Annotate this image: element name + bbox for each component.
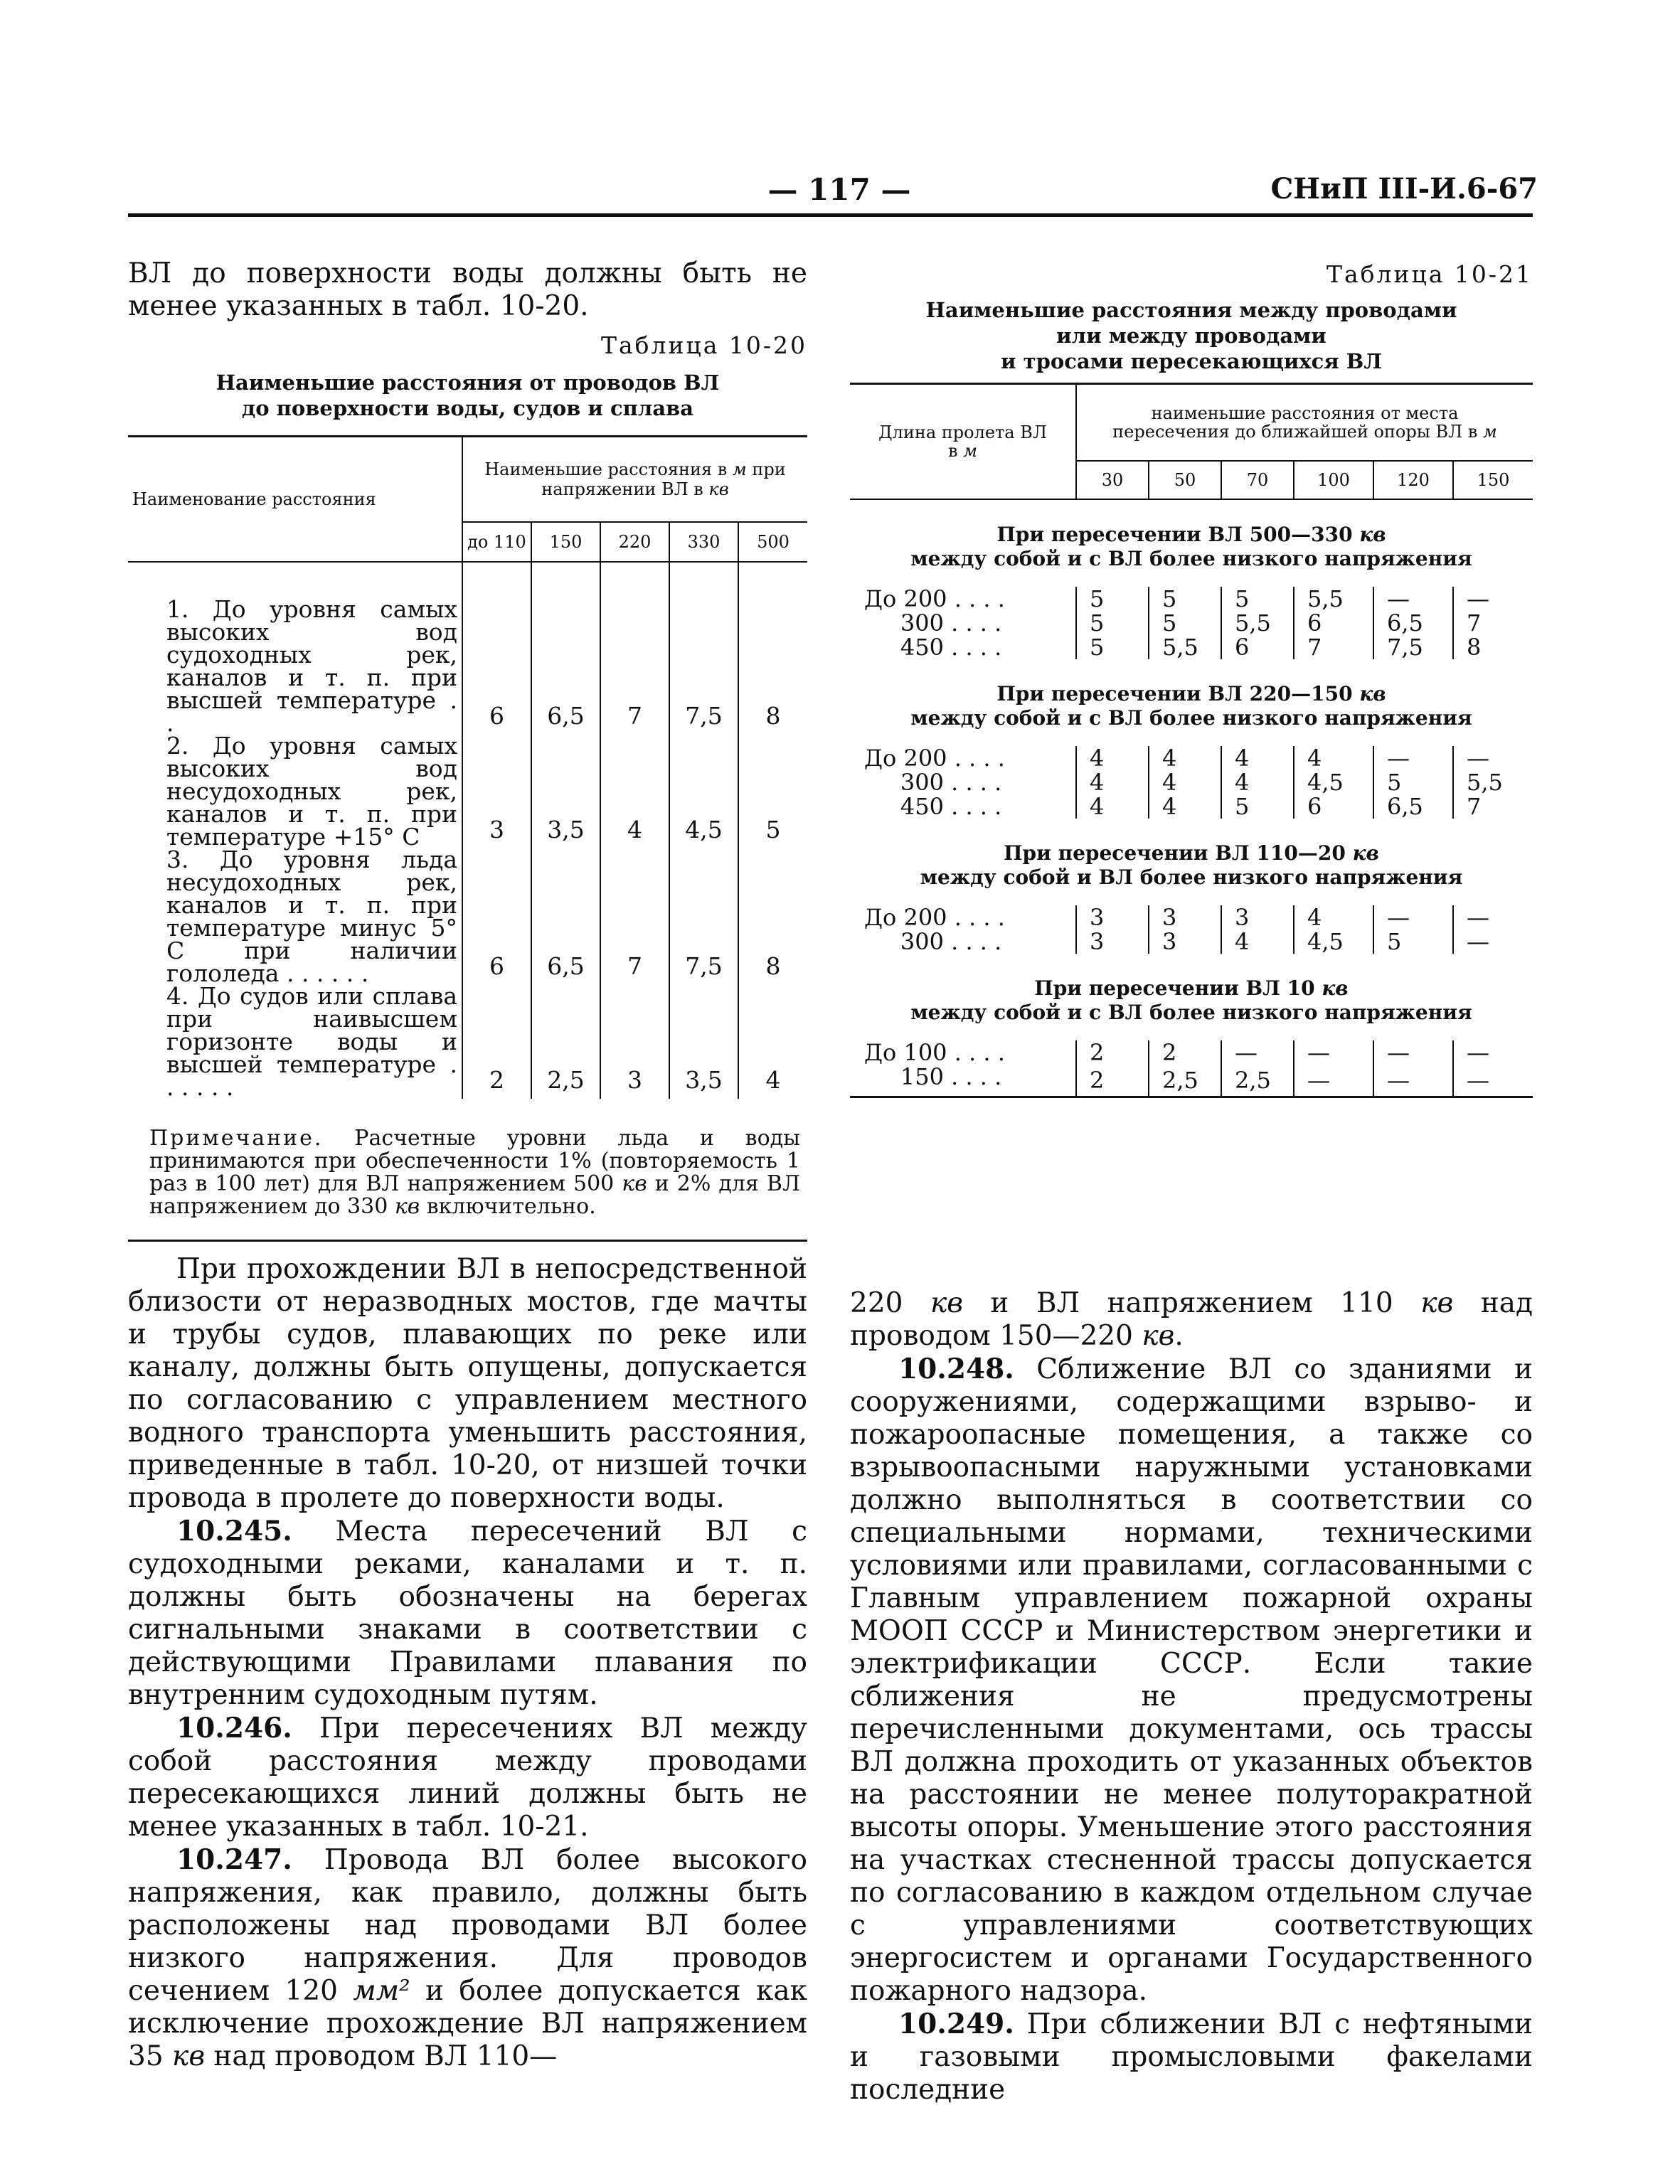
table-cell: 4 xyxy=(1221,746,1294,770)
table-cell: 6,5 xyxy=(1373,794,1453,819)
table-10-21-section-title: При пересечении ВЛ 500—330 кв между собой и с ВЛ более низкого напряжения xyxy=(910,522,1472,570)
table-cell: 6,5 xyxy=(1373,611,1453,635)
table-cell: — xyxy=(1453,1065,1533,1097)
table-cell: 6 xyxy=(1294,611,1373,635)
table-cell: — xyxy=(1294,1040,1373,1065)
table-cell: 6 xyxy=(462,848,531,985)
table-cell: — xyxy=(1373,1065,1453,1097)
table-10-20-head-values: Наименьшие расстояния в м при напряжении ВЛ в кв xyxy=(462,437,807,522)
table-row xyxy=(850,1040,1533,1065)
table-10-20-voltage: до 110 xyxy=(462,522,531,562)
table-cell: 4 xyxy=(1294,905,1373,929)
table-cell: 3 xyxy=(1149,905,1221,929)
table-10-21-length: 300 . . . . xyxy=(864,609,1002,636)
table-cell: 5 xyxy=(1221,587,1294,611)
table-cell: 4 xyxy=(1076,794,1149,819)
table-row xyxy=(850,770,1533,794)
table-10-21-length: 450 . . . . xyxy=(864,792,1002,820)
table-10-21-length: 300 . . . . xyxy=(864,768,1002,796)
table-10-21-length: 300 . . . . xyxy=(864,927,1002,955)
table-cell: 8 xyxy=(1453,635,1533,659)
table-cell: 4 xyxy=(1149,794,1221,819)
table-cell: 7 xyxy=(1453,794,1533,819)
table-cell: 5 xyxy=(1373,770,1453,794)
table-10-21-section-title: При пересечении ВЛ 220—150 кв между собой и с ВЛ более низкого напряжения xyxy=(910,681,1472,730)
table-10-21-head-distance: наименьшие расстояния от места пересечения до ближайшей опоры ВЛ в м xyxy=(1076,384,1533,461)
table-cell: 5 xyxy=(738,735,807,848)
table-cell: 4,5 xyxy=(1294,770,1373,794)
table-row xyxy=(850,587,1533,611)
table-cell: 4 xyxy=(1221,770,1294,794)
paragraph: При прохождении ВЛ в непосредственной близости от неразводных мостов, где мачты и трубы судов, плавающих по реке или каналу, должны быть опущены, допускается по согласованию с управлением местного водного транспорта уменьшить расстояния, приведенные в табл. 10-20, от низшей точки провода в пролете до поверхности воды. xyxy=(128,1253,807,1514)
table-10-20-note: Примечание. Расчетные уровни льда и воды принимаются при обеспеченности 1% (повторяемость 1 раз в 100 лет) для ВЛ напряжением 500 кв и 2% для ВЛ напряжением до 330 кв включительно. xyxy=(149,1125,800,1219)
table-cell: — xyxy=(1294,1065,1373,1097)
table-10-20-row-name: 1. До уровня самых высоких вод судоходных рек, каналов и т. п. при высшей температуре . . xyxy=(166,595,457,737)
table-cell: 5 xyxy=(1373,929,1453,954)
table-cell: — xyxy=(1373,587,1453,611)
table-10-21-length: До 200 . . . . xyxy=(864,585,1005,612)
table-10-21-length: До 100 . . . . xyxy=(864,1038,1005,1066)
table-cell: 4 xyxy=(1149,770,1221,794)
table-row xyxy=(850,611,1533,635)
table-cell: 7 xyxy=(1294,635,1373,659)
table-row xyxy=(128,848,807,985)
table-10-21-distance: 50 xyxy=(1149,461,1221,499)
table-10-21 xyxy=(850,383,1533,1098)
table-cell: 3 xyxy=(462,735,531,848)
table-cell: — xyxy=(1453,929,1533,954)
table-row xyxy=(850,794,1533,819)
table-cell: 6 xyxy=(462,562,531,735)
table-cell: 2,5 xyxy=(1221,1065,1294,1097)
table-10-21-distance: 30 xyxy=(1076,461,1149,499)
table-10-20-row-name: 2. До уровня самых высоких вод несудоходных рек, каналов и т. п. при температуре +15° С xyxy=(166,731,457,851)
table-cell: 4 xyxy=(600,735,669,848)
table-cell: 7 xyxy=(600,848,669,985)
table-10-21-section-title: При пересечении ВЛ 110—20 кв между собой и ВЛ более низкого напряжения xyxy=(920,841,1463,889)
table-cell: 2,5 xyxy=(1149,1065,1221,1097)
table-10-21-caption: Таблица 10-21 xyxy=(1326,260,1533,288)
table-cell: 4 xyxy=(1221,929,1294,954)
table-cell: — xyxy=(1453,905,1533,929)
table-cell: 6 xyxy=(1294,794,1373,819)
table-10-20-voltage: 330 xyxy=(669,522,738,562)
table-10-20 xyxy=(128,435,807,1242)
table-cell: 7,5 xyxy=(669,848,738,985)
table-cell: 2,5 xyxy=(531,985,600,1099)
table-cell: 4 xyxy=(1294,746,1373,770)
table-row xyxy=(850,905,1533,929)
table-cell: 5 xyxy=(1076,611,1149,635)
table-cell: 5 xyxy=(1076,635,1149,659)
table-cell: 6,5 xyxy=(531,562,600,735)
table-10-20-caption: Таблица 10-20 xyxy=(600,331,807,359)
table-row xyxy=(128,562,807,735)
table-cell: 3 xyxy=(1076,905,1149,929)
table-cell: 2 xyxy=(1076,1065,1149,1097)
table-cell: 2 xyxy=(462,985,531,1099)
table-cell: 3 xyxy=(1149,929,1221,954)
left-intro: ВЛ до поверхности воды должны быть не менее указанных в табл. 10-20. xyxy=(128,257,807,322)
table-cell: 4 xyxy=(1149,746,1221,770)
table-cell: 7,5 xyxy=(669,562,738,735)
paragraph-10-249: 10.249. При сближении ВЛ с нефтяными и газовыми промысловыми факелами последние xyxy=(850,2008,1533,2106)
table-cell: 3,5 xyxy=(531,735,600,848)
paragraph: 220 кв и ВЛ напряжением 110 кв над проводом 150—220 кв. xyxy=(850,1287,1533,1352)
table-row xyxy=(128,985,807,1099)
table-10-21-length: До 200 . . . . xyxy=(864,744,1005,772)
table-row xyxy=(850,746,1533,770)
table-cell: 7 xyxy=(600,562,669,735)
table-10-21-distance: 150 xyxy=(1453,461,1533,499)
table-cell: — xyxy=(1453,1040,1533,1065)
table-cell: 7,5 xyxy=(1373,635,1453,659)
table-cell: 4,5 xyxy=(669,735,738,848)
table-cell: 3 xyxy=(1221,905,1294,929)
table-row xyxy=(850,1065,1533,1097)
table-row xyxy=(128,735,807,848)
table-cell: 4,5 xyxy=(1294,929,1373,954)
left-body xyxy=(128,1253,807,2073)
table-10-21-length: 150 . . . . xyxy=(864,1062,1002,1090)
table-10-20-row-name: 3. До уровня льда несудоходных рек, каналов и т. п. при температуре минус 5° С при наличии гололеда . . . . . . xyxy=(166,845,457,987)
table-cell: 6 xyxy=(1221,635,1294,659)
table-10-21-length: 450 . . . . xyxy=(864,633,1002,661)
table-cell: 3 xyxy=(600,985,669,1099)
table-cell: 8 xyxy=(738,848,807,985)
table-row xyxy=(850,929,1533,954)
table-cell: — xyxy=(1453,746,1533,770)
table-cell: 5,5 xyxy=(1149,635,1221,659)
table-cell: — xyxy=(1373,746,1453,770)
document-code: СНиП III-И.6-67 xyxy=(1270,172,1538,206)
table-cell: 3,5 xyxy=(669,985,738,1099)
table-cell: 5,5 xyxy=(1221,611,1294,635)
table-10-20-head-name: Наименование расстояния xyxy=(128,437,462,562)
table-cell: 4 xyxy=(1076,770,1149,794)
table-cell: 4 xyxy=(1076,746,1149,770)
table-cell: 5 xyxy=(1149,587,1221,611)
paragraph-10-248: 10.248. Сближение ВЛ со зданиями и сооружениями, содержащими взрыво- и пожароопасные помещения, а также со взрывоопасными наружными установками должно выполняться в соответствии со специальными нормами, техническими условиями или правилами, согласованными с Главным управлением пожарной охраны МООП СССР и Министерством энергетики и электрификации СССР. Если такие сближения не предусмотрены перечисленными документами, ось трассы ВЛ должна проходить от указанных объектов на расстоянии не менее полуторакратной высоты опоры. Уменьшение этого расстояния на участках стесненной трассы допускается по согласованию в каждом отдельном случае с управлениями соответствующих энергосистем и органами Государственного пожарного надзора. xyxy=(850,1353,1533,2007)
table-cell: — xyxy=(1453,587,1533,611)
table-cell: — xyxy=(1221,1040,1294,1065)
table-cell: 5 xyxy=(1221,794,1294,819)
table-cell: 5 xyxy=(1149,611,1221,635)
table-cell: 5,5 xyxy=(1294,587,1373,611)
table-cell: 8 xyxy=(738,562,807,735)
table-10-20-title: Наименьшие расстояния от проводов ВЛ до поверхности воды, судов и сплава xyxy=(216,371,720,420)
table-cell: — xyxy=(1373,905,1453,929)
table-10-21-head-length: Длина пролета ВЛ в м xyxy=(850,384,1076,499)
page-number: — 117 — xyxy=(767,172,911,207)
table-10-21-distance: 100 xyxy=(1294,461,1373,499)
table-10-21-length: До 200 . . . . xyxy=(864,903,1005,931)
table-cell: 7 xyxy=(1453,611,1533,635)
paragraph-10-247: 10.247. Провода ВЛ более высокого напряжения, как правило, должны быть расположены над проводами ВЛ более низкого напряжения. Для проводов сечением 120 мм² и более допускается как исключение прохождение ВЛ напряжением 35 кв над проводом ВЛ 110— xyxy=(128,1843,807,2072)
right-body xyxy=(850,1287,1533,2106)
table-cell: 2 xyxy=(1149,1040,1221,1065)
table-10-21-distance: 120 xyxy=(1373,461,1453,499)
table-cell: 3 xyxy=(1076,929,1149,954)
table-10-20-row-name: 4. До судов или сплава при наивысшем горизонте воды и высшей температуре . . . . . . xyxy=(166,981,457,1101)
table-cell: 6,5 xyxy=(531,848,600,985)
paragraph-10-245: 10.245. Места пересечений ВЛ с судоходными реками, каналами и т. п. должны быть обозначены на берегах сигнальными знаками в соответствии с действующими Правилами плавания по внутренним судоходным путям. xyxy=(128,1515,807,1711)
paragraph-10-246: 10.246. При пересечениях ВЛ между собой расстояния между проводами пересекающихся линий должны быть не менее указанных в табл. 10-21. xyxy=(128,1712,807,1843)
table-10-20-voltage: 150 xyxy=(531,522,600,562)
table-10-20-voltage: 500 xyxy=(738,522,807,562)
table-cell: 2 xyxy=(1076,1040,1149,1065)
table-10-21-section-title: При пересечении ВЛ 10 кв между собой и с ВЛ более низкого напряжения xyxy=(910,976,1472,1024)
table-10-21-title: Наименьшие расстояния между проводами или между проводами и тросами пересекающихся ВЛ xyxy=(925,298,1457,373)
table-cell: 5,5 xyxy=(1453,770,1533,794)
header-rule xyxy=(128,213,1533,217)
table-cell: 4 xyxy=(738,985,807,1099)
table-row xyxy=(850,635,1533,659)
table-10-21-distance: 70 xyxy=(1221,461,1294,499)
table-cell: 5 xyxy=(1076,587,1149,611)
table-cell: — xyxy=(1373,1040,1453,1065)
table-10-20-voltage: 220 xyxy=(600,522,669,562)
